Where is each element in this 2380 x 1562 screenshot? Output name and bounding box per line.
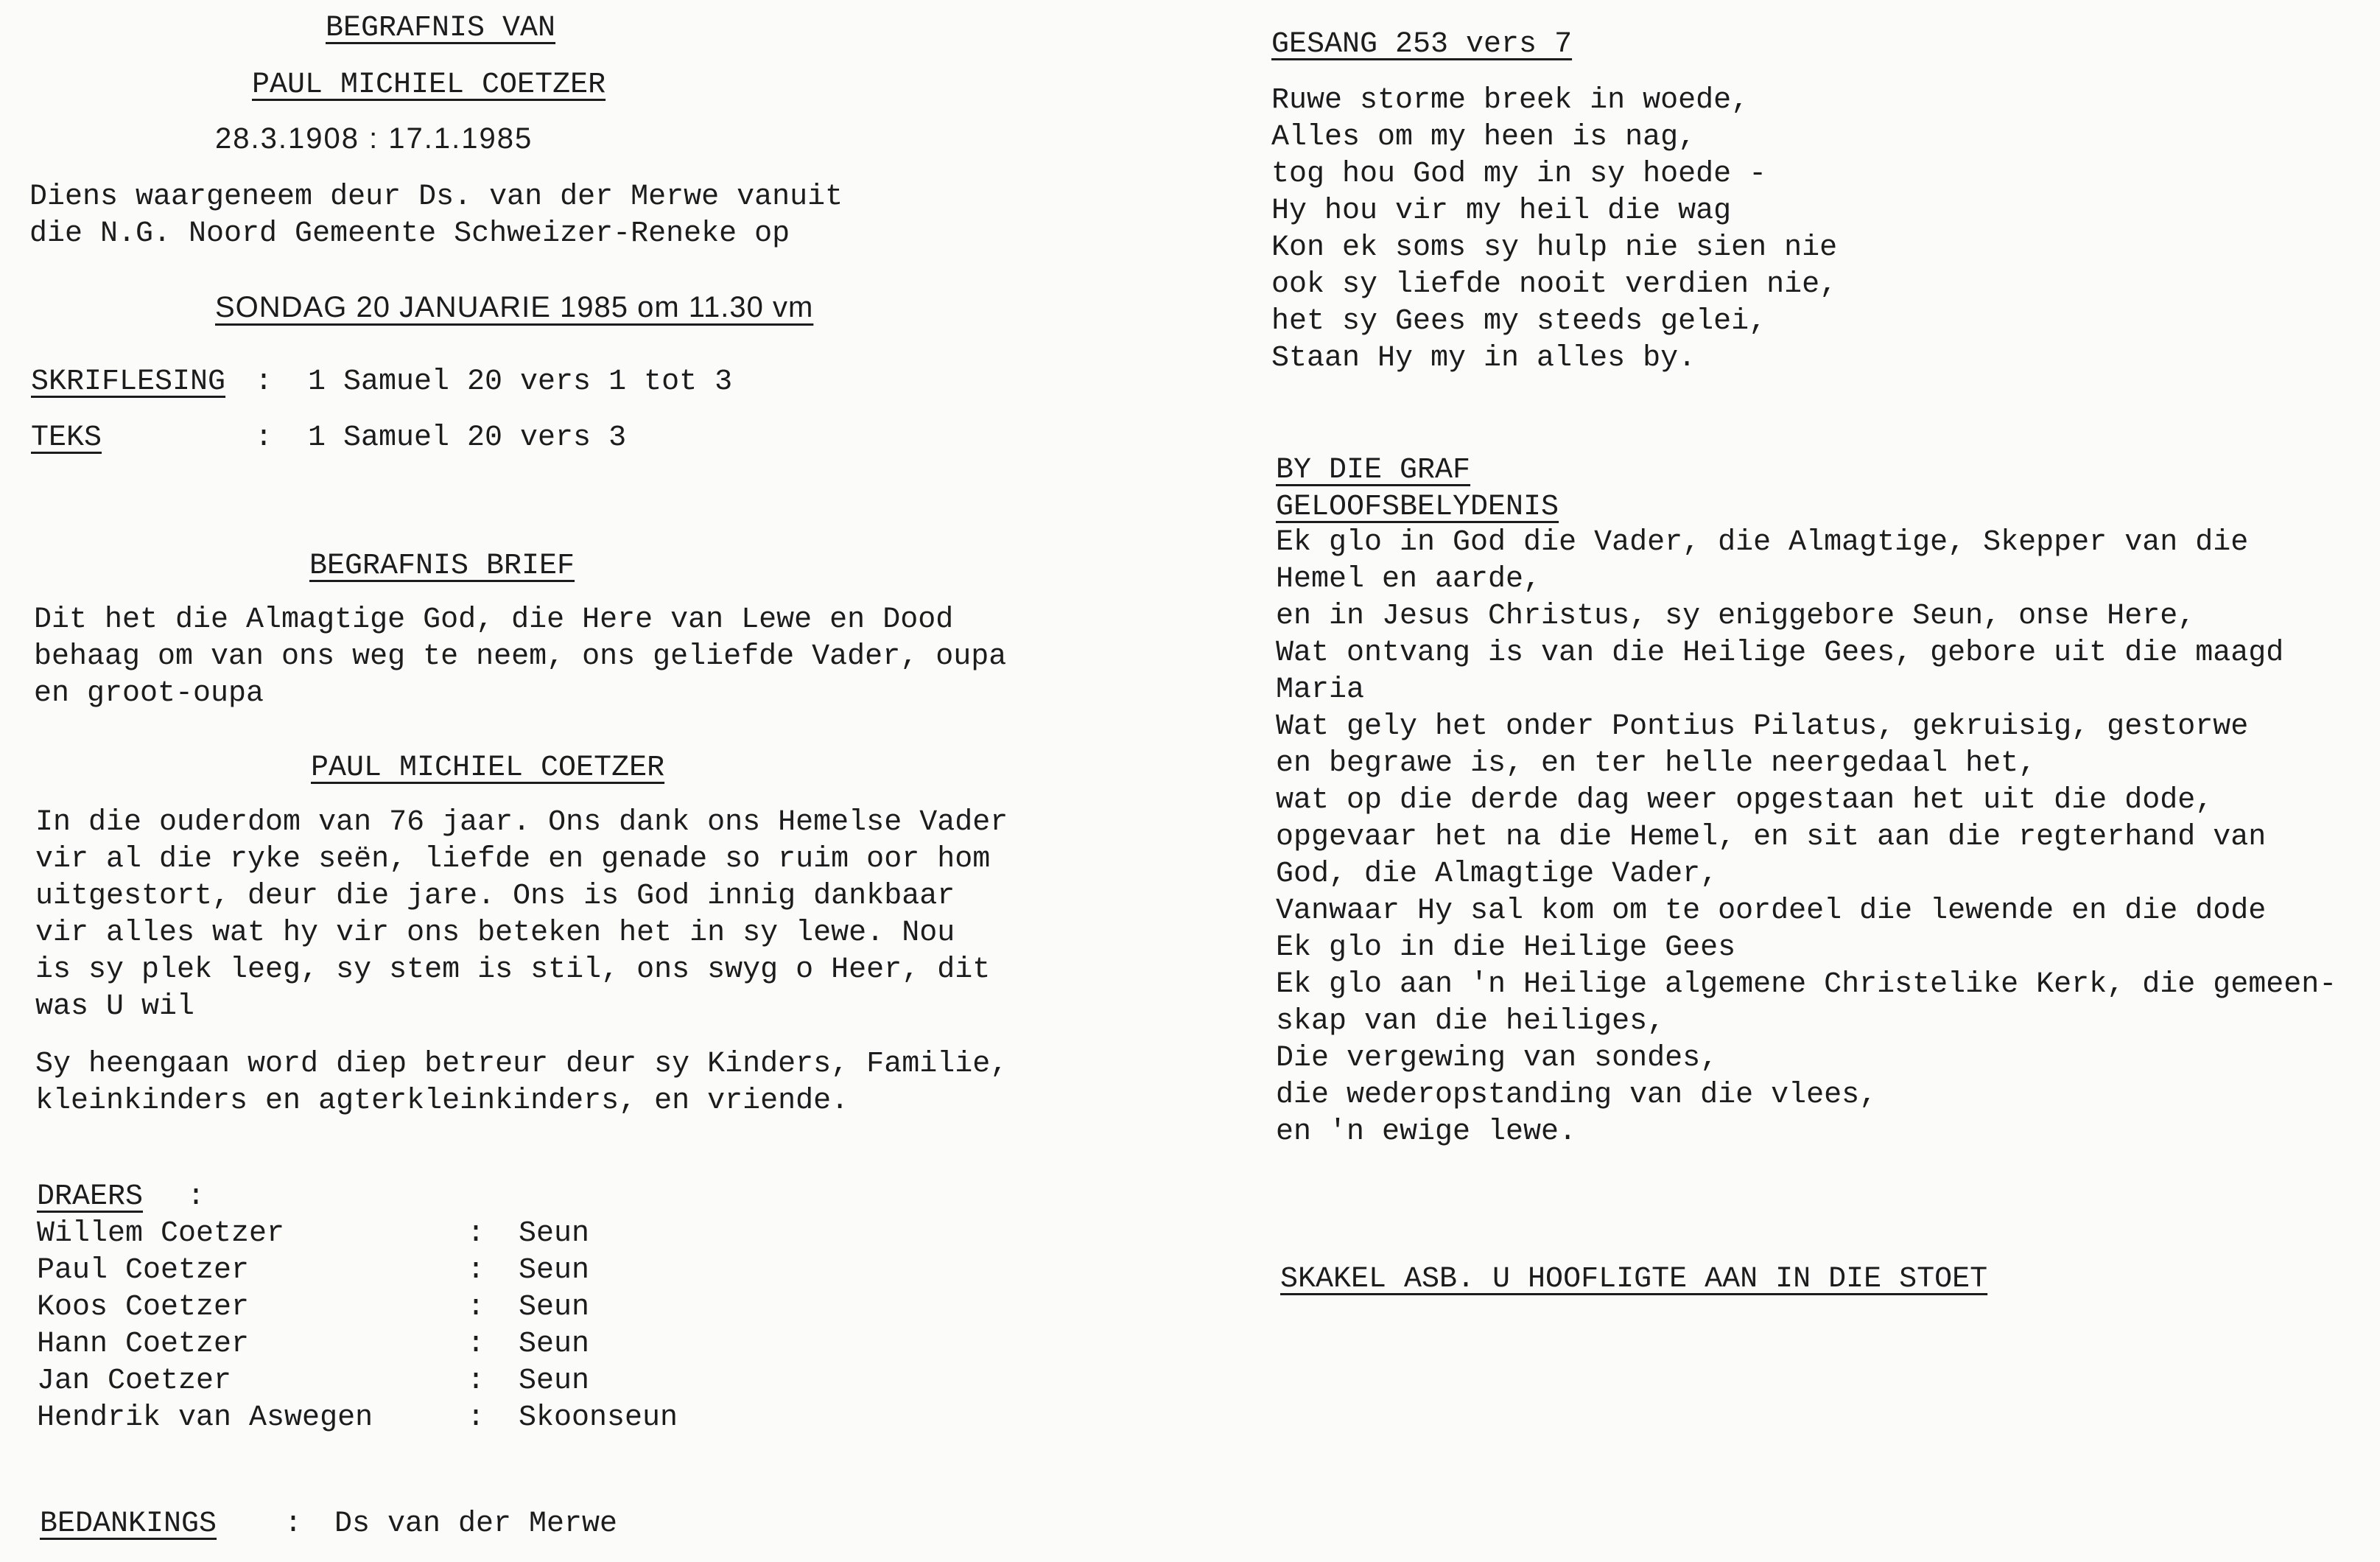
- closing-instruction: SKAKEL ASB. U HOOFLIGTE AAN IN DIE STOET: [1280, 1263, 1988, 1296]
- service-line-2: die N.G. Noord Gemeente Schweizer-Reneke op: [29, 217, 790, 251]
- creed-line: skap van die heiliges,: [1276, 1005, 1665, 1038]
- hymn-line: tog hou God my in sy hoede -: [1271, 158, 1767, 191]
- creed-line: wat op die derde dag weer opgestaan het uit die dode,: [1276, 784, 2214, 817]
- creed-line: God, die Almagtige Vader,: [1276, 858, 1719, 891]
- hymn-line: Ruwe storme breek in woede,: [1271, 84, 1749, 117]
- bearer-relation: Seun: [519, 1328, 590, 1361]
- hymn-line: het sy Gees my steeds gelei,: [1271, 305, 1767, 338]
- letter-heading: BEGRAFNIS BRIEF: [309, 550, 575, 583]
- letter-para2-line: In die ouderdom van 76 jaar. Ons dank ons Hemelse Vader: [35, 806, 1008, 839]
- bearer-name: Paul Coetzer: [37, 1254, 250, 1287]
- hymn-line: Kon ek soms sy hulp nie sien nie: [1271, 231, 1838, 265]
- life-dates: 28.3.1908 : 17.1.1985: [215, 122, 533, 155]
- bearer-relation: Skoonseun: [519, 1401, 678, 1435]
- hymn-line: ook sy liefde nooit verdien nie,: [1271, 268, 1838, 301]
- grave-heading: BY DIE GRAF: [1276, 454, 1471, 487]
- letter-para2-line: is sy plek leeg, sy stem is stil, ons swyg o Heer, dit: [35, 953, 991, 987]
- letter-para2-line: vir al die ryke seën, liefde en genade so ruim oor hom: [35, 843, 991, 876]
- bearer-name: Jan Coetzer: [37, 1365, 232, 1398]
- letter-para1-line: en groot-oupa: [34, 677, 264, 710]
- letter-para1-line: Dit het die Almagtige God, die Here van Lewe en Dood: [34, 603, 954, 637]
- text-label: TEKS: [31, 421, 102, 455]
- thanks-value: Ds van der Merwe: [334, 1507, 618, 1541]
- creed-line: Wat ontvang is van die Heilige Gees, gebore uit die maagd: [1276, 637, 2284, 670]
- bearer-separator: :: [467, 1291, 485, 1324]
- bearer-separator: :: [467, 1217, 485, 1250]
- creed-line: en 'n ewige lewe.: [1276, 1116, 1577, 1149]
- letter-para1-line: behaag om van ons weg te neem, ons geliefde Vader, oupa: [34, 640, 1007, 673]
- creed-line: Die vergewing van sondes,: [1276, 1042, 1719, 1075]
- bearer-name: Hendrik van Aswegen: [37, 1401, 373, 1435]
- bearer-relation: Seun: [519, 1365, 590, 1398]
- service-line-1: Diens waargeneem deur Ds. van der Merwe vanuit: [29, 181, 843, 214]
- hymn-line: Alles om my heen is nag,: [1271, 121, 1696, 154]
- creed-line: Vanwaar Hy sal kom om te oordeel die lewende en die dode: [1276, 894, 2267, 928]
- deceased-name-heading: PAUL MICHIEL COETZER: [252, 69, 606, 102]
- bearer-separator: :: [467, 1328, 485, 1361]
- creed-heading: GELOOFSBELYDENIS: [1276, 491, 1559, 524]
- bearer-separator: :: [467, 1365, 485, 1398]
- bearer-separator: :: [467, 1254, 485, 1287]
- bearer-name: Koos Coetzer: [37, 1291, 250, 1324]
- thanks-label: BEDANKINGS: [40, 1507, 217, 1541]
- thanks-separator: :: [284, 1507, 303, 1541]
- bearer-name: Hann Coetzer: [37, 1328, 250, 1361]
- letter-name-heading: PAUL MICHIEL COETZER: [311, 752, 665, 785]
- creed-line: Ek glo in die Heilige Gees: [1276, 931, 1736, 964]
- creed-line: Wat gely het onder Pontius Pilatus, gekruisig, gestorwe: [1276, 710, 2249, 743]
- bearer-relation: Seun: [519, 1291, 590, 1324]
- letter-para3-line: Sy heengaan word diep betreur deur sy Kinders, Familie,: [35, 1048, 1008, 1081]
- title-heading: BEGRAFNIS VAN: [326, 12, 556, 45]
- creed-line: Ek glo aan 'n Heilige algemene Christelike Kerk, die gemeen-: [1276, 968, 2337, 1001]
- hymn-title: GESANG 253 vers 7: [1271, 28, 1573, 61]
- letter-para2-line: was U wil: [35, 990, 195, 1023]
- hymn-line: Staan Hy my in alles by.: [1271, 342, 1696, 375]
- bearers-colon: :: [187, 1180, 206, 1213]
- text-value: 1 Samuel 20 vers 3: [308, 421, 627, 455]
- bearer-relation: Seun: [519, 1254, 590, 1287]
- creed-line: Hemel en aarde,: [1276, 563, 1542, 596]
- letter-para2-line: uitgestort, deur die jare. Ons is God innig dankbaar: [35, 880, 955, 913]
- bearer-separator: :: [467, 1401, 485, 1435]
- text-separator: :: [255, 421, 273, 455]
- letter-para2-line: vir alles wat hy vir ons beteken het in sy lewe. Nou: [35, 917, 955, 950]
- creed-line: en in Jesus Christus, sy eniggebore Seun, onse Here,: [1276, 600, 2196, 633]
- reading-separator: :: [255, 365, 273, 399]
- creed-line: Maria: [1276, 673, 1365, 707]
- service-date-line: SONDAG 20 JANUARIE 1985 om 11.30 vm: [215, 291, 814, 323]
- creed-line: opgevaar het na die Hemel, en sit aan die regterhand van: [1276, 821, 2267, 854]
- reading-value: 1 Samuel 20 vers 1 tot 3: [308, 365, 733, 399]
- creed-line: die wederopstanding van die vlees,: [1276, 1079, 1878, 1112]
- bearer-relation: Seun: [519, 1217, 590, 1250]
- letter-para3-line: kleinkinders en agterkleinkinders, en vriende.: [35, 1085, 849, 1118]
- creed-line: en begrawe is, en ter helle neergedaal het,: [1276, 747, 2037, 780]
- reading-label: SKRIFLESING: [31, 365, 226, 399]
- bearers-label: DRAERS: [37, 1180, 144, 1213]
- creed-line: Ek glo in God die Vader, die Almagtige, Skepper van die: [1276, 526, 2249, 559]
- bearer-name: Willem Coetzer: [37, 1217, 285, 1250]
- hymn-line: Hy hou vir my heil die wag: [1271, 195, 1732, 228]
